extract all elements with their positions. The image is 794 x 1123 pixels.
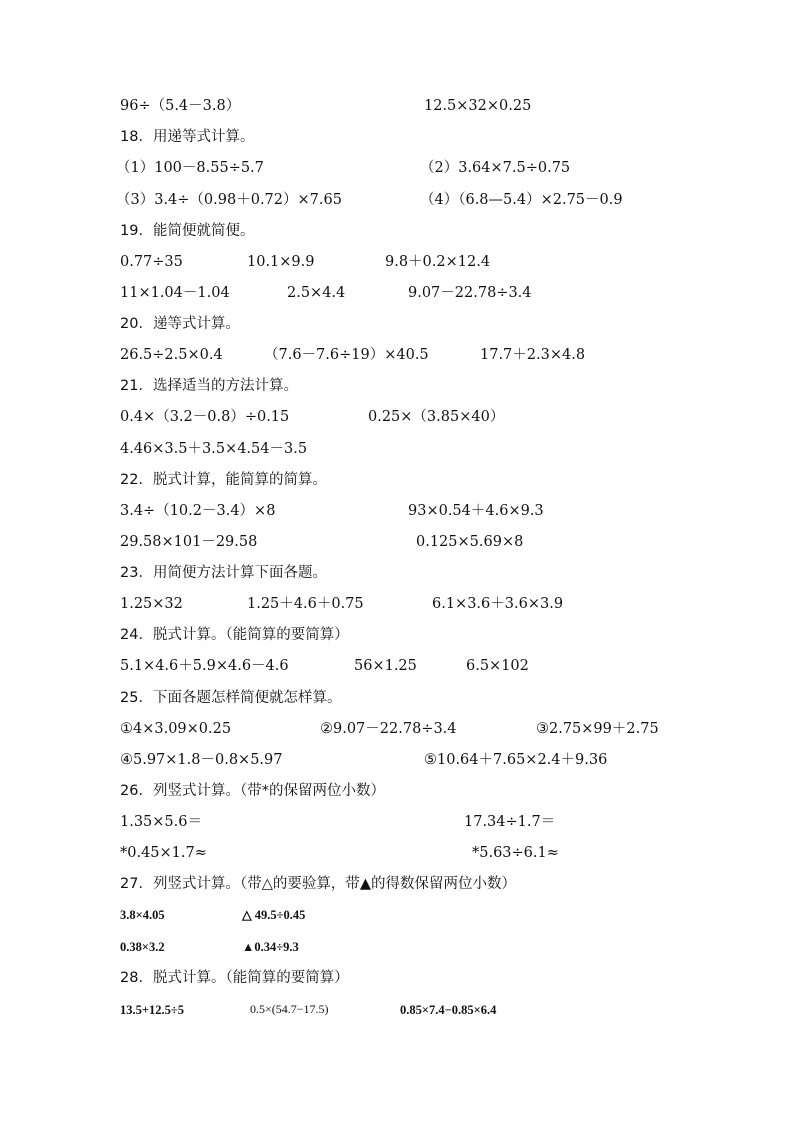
expression: 1.25×32 (120, 596, 183, 612)
expression: 17.34÷1.7＝ (464, 814, 556, 830)
expression: 6.5×102 (466, 658, 529, 674)
expression: 1.25＋4.6＋0.75 (247, 596, 364, 612)
expression: 0.125×5.69×8 (416, 534, 524, 550)
expression: ▲0.34÷9.3 (242, 940, 299, 954)
expression: 5.1×4.6＋5.9×4.6－4.6 (120, 658, 289, 674)
expression: 96÷（5.4－3.8） (120, 98, 241, 114)
expression: 12.5×32×0.25 (424, 98, 532, 114)
expression: 26.5÷2.5×0.4 (120, 347, 223, 363)
expression: 0.85×7.4−0.85×6.4 (400, 1003, 497, 1017)
expression: （1）100－8.55÷5.7 (116, 160, 264, 176)
expression: （7.6－7.6÷19）×40.5 (264, 347, 429, 363)
expression: ⑤10.64＋7.65×2.4＋9.36 (424, 752, 608, 768)
expression: 3.4÷（10.2－3.4）×8 (120, 503, 276, 519)
problem-row (120, 96, 240, 116)
question-heading: 24．脱式计算。（能简算的要简算） (120, 627, 349, 643)
expression: 17.7＋2.3×4.8 (480, 347, 586, 363)
question-heading: 25．下面各题怎样简便就怎样算。 (120, 690, 342, 706)
expression: ①4×3.09×0.25 (120, 721, 232, 737)
expression: 13.5+12.5÷5 (120, 1003, 184, 1017)
expression: 11×1.04－1.04 (120, 285, 230, 301)
expression (424, 96, 531, 116)
question-heading: 26．列竖式计算。（带*的保留两位小数） (120, 783, 385, 799)
expression: 0.77÷35 (120, 254, 183, 270)
question-heading: 19．能简便就简便。 (120, 223, 255, 239)
question-heading: 27．列竖式计算。（带△的要验算，带▲的得数保留两位小数） (120, 876, 517, 892)
question-heading: 18．用递等式计算。 (120, 129, 255, 145)
expression: 2.5×4.4 (287, 285, 346, 301)
expression: 4.46×3.5＋3.5×4.54－3.5 (120, 441, 308, 457)
expression: 9.07－22.78÷3.4 (408, 285, 532, 301)
expression: ②9.07－22.78÷3.4 (320, 721, 457, 737)
expression: （4）（6.8—5.4）×2.75－0.9 (420, 192, 623, 208)
expression: 56×1.25 (354, 658, 417, 674)
expression: *0.45×1.7≈ (120, 845, 207, 861)
expression: 93×0.54＋4.6×9.3 (408, 503, 544, 519)
expression: 29.58×101－29.58 (120, 534, 258, 550)
question-heading: 22．脱式计算，能简算的简算。 (120, 472, 327, 488)
expression: 6.1×3.6＋3.6×3.9 (432, 596, 564, 612)
expression: 0.4×（3.2－0.8）÷0.15 (120, 409, 290, 425)
expression: △ 49.5÷0.45 (242, 908, 306, 922)
expression: 10.1×9.9 (247, 254, 315, 270)
question-heading: 21．选择适当的方法计算。 (120, 378, 298, 394)
expression: 0.25×（3.85×40） (368, 409, 505, 425)
question-heading: 28．脱式计算。（能简算的要简算） (120, 970, 349, 986)
expression: 0.5×(54.7−17.5) (250, 1002, 329, 1016)
expression: 9.8＋0.2×12.4 (385, 254, 491, 270)
question-heading: 20．递等式计算。 (120, 316, 240, 332)
expression: ③2.75×99＋2.75 (536, 721, 659, 737)
expression: *5.63÷6.1≈ (472, 845, 559, 861)
expression: 1.35×5.6＝ (120, 814, 202, 830)
expression: ④5.97×1.8－0.8×5.97 (120, 752, 283, 768)
expression: （2）3.64×7.5÷0.75 (420, 160, 571, 176)
expression: 3.8×4.05 (120, 908, 165, 922)
expression: 0.38×3.2 (120, 940, 165, 954)
question-heading: 23．用简便方法计算下面各题。 (120, 565, 327, 581)
expression: （3）3.4÷（0.98＋0.72）×7.65 (116, 192, 342, 208)
